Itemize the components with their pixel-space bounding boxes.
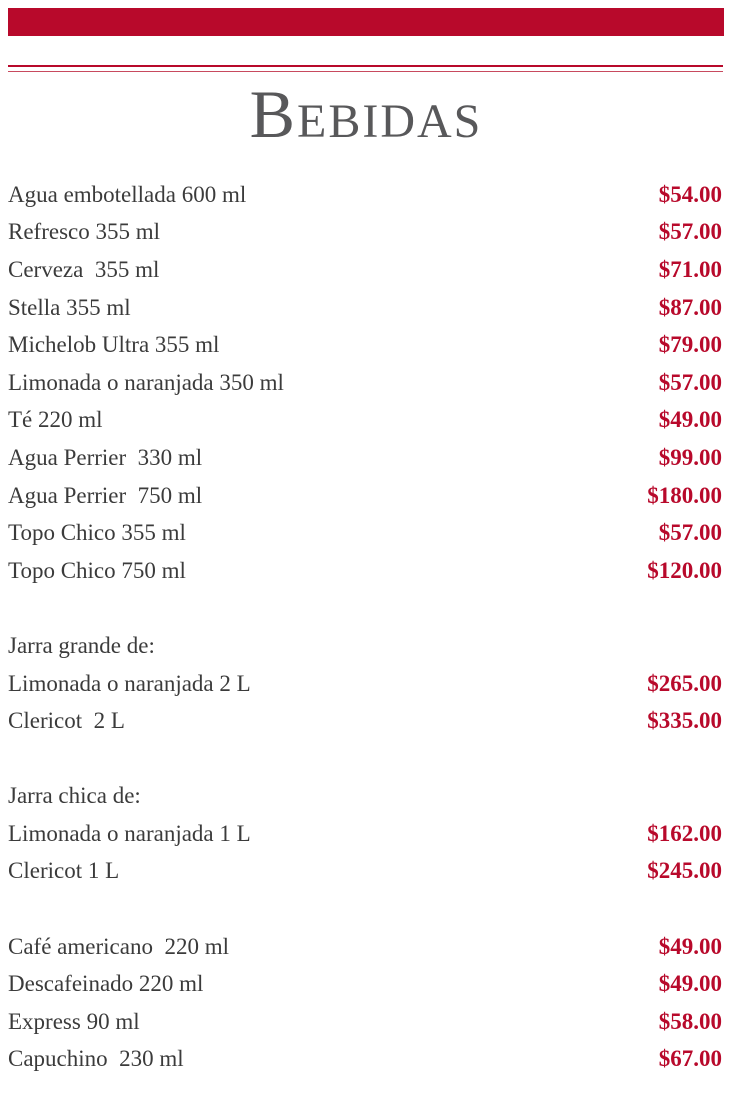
- item-price: $335.00: [647, 708, 722, 734]
- menu-row: [8, 928, 722, 966]
- item-price: $57.00: [658, 520, 722, 546]
- menu-row: [8, 402, 722, 440]
- section-heading-text: Jarra grande de:: [8, 632, 155, 658]
- section-spacer: [8, 740, 722, 778]
- item-name: Michelob Ultra 355 ml: [8, 332, 220, 358]
- section-heading: [8, 778, 722, 816]
- menu-row: [8, 477, 722, 515]
- menu-row: [8, 364, 722, 402]
- item-price: $71.00: [658, 256, 722, 282]
- menu-row: [8, 514, 722, 552]
- item-name: Topo Chico 355 ml: [8, 520, 186, 546]
- item-name: Stella 355 ml: [8, 294, 131, 320]
- item-price: $162.00: [647, 820, 722, 846]
- menu-row: [8, 552, 722, 590]
- section-spacer: [8, 590, 722, 628]
- menu-row: [8, 853, 722, 891]
- header-divider-thick: [8, 65, 723, 67]
- item-price: $99.00: [658, 444, 722, 470]
- item-name: Cerveza 355 ml: [8, 256, 160, 282]
- menu-row: [8, 1003, 722, 1041]
- item-price: $58.00: [658, 1008, 722, 1034]
- menu-row: [8, 176, 722, 214]
- item-name: Clericot 2 L: [8, 708, 125, 734]
- item-price: $57.00: [658, 219, 722, 245]
- item-name: Agua Perrier 750 ml: [8, 482, 203, 508]
- item-price: $57.00: [658, 369, 722, 395]
- section-heading: [8, 627, 722, 665]
- item-name: Refresco 355 ml: [8, 219, 161, 245]
- item-price: $265.00: [647, 670, 722, 696]
- menu-row: [8, 214, 722, 252]
- menu-row: [8, 702, 722, 740]
- item-name: Limonada o naranjada 1 L: [8, 820, 251, 846]
- item-price: $79.00: [658, 332, 722, 358]
- menu-row: [8, 815, 722, 853]
- item-price: $54.00: [658, 181, 722, 207]
- menu-row: [8, 965, 722, 1003]
- item-name: Limonada o naranjada 350 ml: [8, 369, 284, 395]
- item-name: Clericot 1 L: [8, 858, 120, 884]
- item-name: Agua embotellada 600 ml: [8, 181, 247, 207]
- menu-row: [8, 1041, 722, 1079]
- item-name: Express 90 ml: [8, 1008, 140, 1034]
- item-name: Limonada o naranjada 2 L: [8, 670, 251, 696]
- item-price: $120.00: [647, 557, 722, 583]
- header-divider-thin: [8, 71, 723, 72]
- header-color-band: [8, 8, 724, 36]
- item-price: $49.00: [658, 971, 722, 997]
- item-price: $49.00: [658, 407, 722, 433]
- item-name: Té 220 ml: [8, 407, 103, 433]
- section-spacer: [8, 890, 722, 928]
- menu-row: [8, 251, 722, 289]
- item-price: $245.00: [647, 858, 722, 884]
- item-price: $87.00: [658, 294, 722, 320]
- page-title: Bebidas: [249, 76, 483, 152]
- item-price: $49.00: [658, 933, 722, 959]
- item-price: $67.00: [658, 1046, 722, 1072]
- item-name: Capuchino 230 ml: [8, 1046, 184, 1072]
- item-name: Topo Chico 750 ml: [8, 557, 186, 583]
- menu-row: [8, 289, 722, 327]
- menu-row: [8, 439, 722, 477]
- item-name: Agua Perrier 330 ml: [8, 444, 203, 470]
- drinks-menu-list: [8, 176, 722, 1078]
- section-heading-text: Jarra chica de:: [8, 783, 141, 809]
- menu-row: [8, 665, 722, 703]
- item-name: Café americano 220 ml: [8, 933, 229, 959]
- item-price: $180.00: [647, 482, 722, 508]
- item-name: Descafeinado 220 ml: [8, 971, 204, 997]
- menu-row: [8, 326, 722, 364]
